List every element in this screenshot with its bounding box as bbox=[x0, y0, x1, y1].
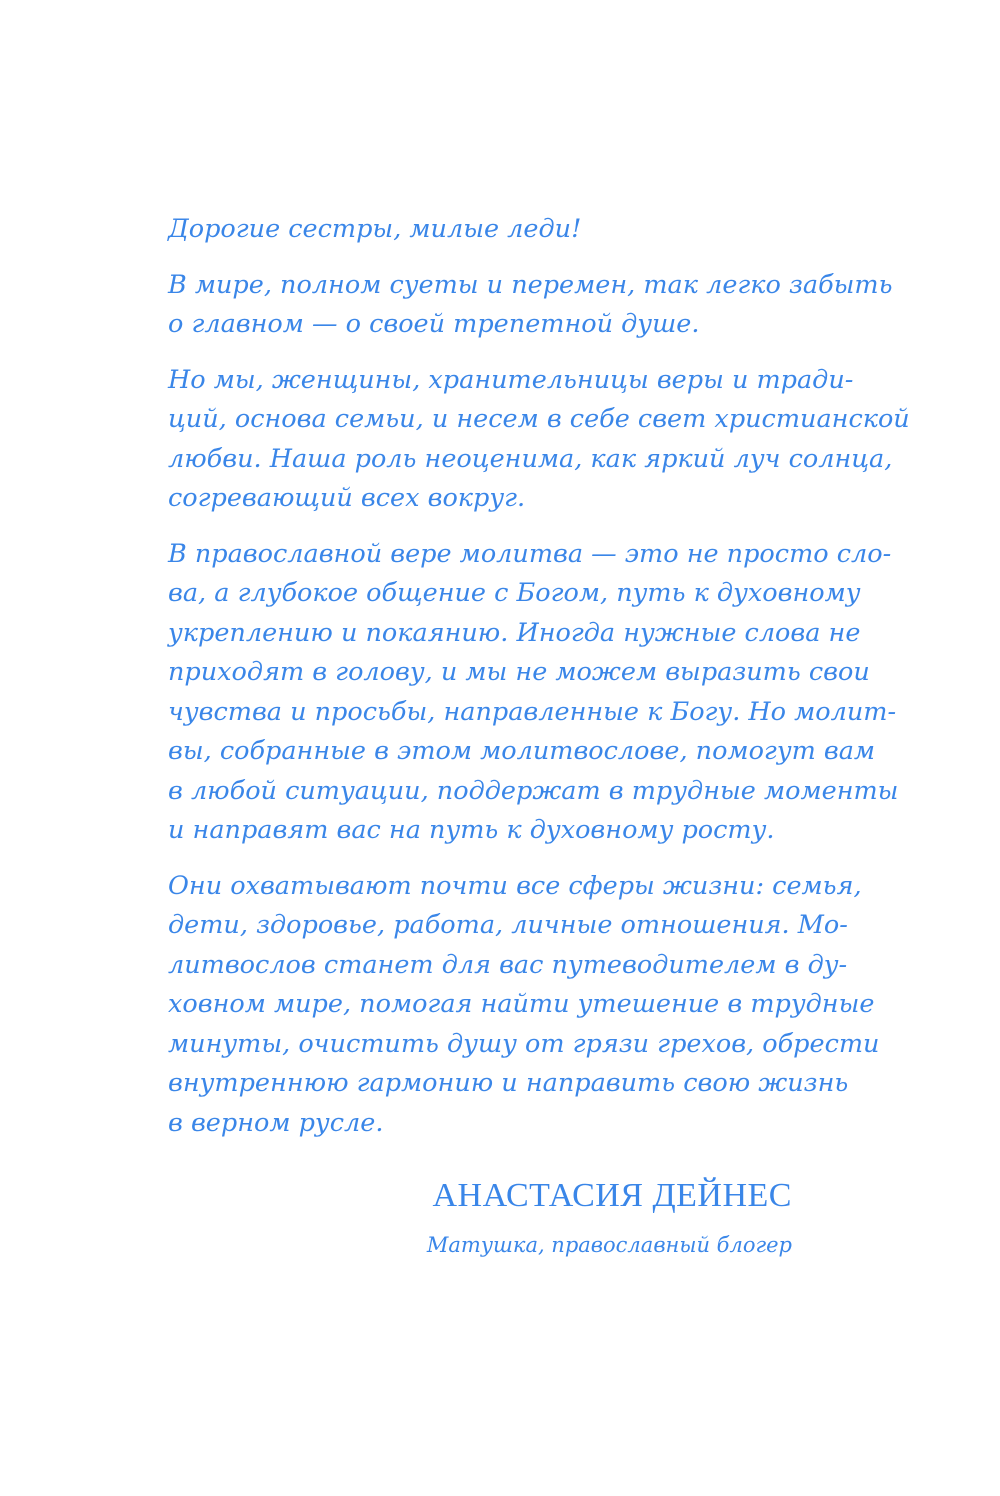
greeting bbox=[168, 210, 792, 250]
text-line: дети, здоровье, работа, личные отношения. Мо- bbox=[168, 910, 848, 940]
text-line: ций, основа семьи, и несем в себе свет христианской bbox=[168, 404, 910, 434]
author-name: АНАСТАСИЯ ДЕЙНЕС bbox=[432, 1177, 792, 1214]
text-line: и направят вас на путь к духовному росту. bbox=[168, 815, 775, 845]
paragraph-3 bbox=[168, 535, 899, 851]
text-line: литвослов станет для вас путеводителем в ду- bbox=[168, 949, 848, 980]
text-line: внутреннюю гармонию и направить свою жизнь bbox=[168, 1068, 849, 1098]
letter-body bbox=[168, 210, 910, 1159]
text-line: минуты, очистить душу от грязи грехов, обрести bbox=[168, 1028, 880, 1059]
text-line: о главном — о своей трепетной душе. bbox=[168, 309, 700, 339]
text-line: согревающий всех вокруг. bbox=[168, 483, 526, 513]
text-line: чувства и просьбы, направленные к Богу. Но молит- bbox=[168, 696, 897, 727]
text-line: приходят в голову, и мы не можем выразить свои bbox=[168, 657, 870, 687]
text-line: В мире, полном суеты и перемен, так легко забыть bbox=[168, 269, 893, 300]
paragraph-1 bbox=[168, 266, 893, 345]
text-line: укреплению и покаянию. Иногда нужные слова не bbox=[168, 617, 861, 648]
text-line: Дорогие сестры, милые леди! bbox=[168, 214, 582, 244]
text-line: В православной вере молитва — это не просто сло- bbox=[168, 538, 892, 569]
author-role: Матушка, православный блогер bbox=[426, 1233, 792, 1257]
text-line: ва, а глубокое общение с Богом, путь к духовному bbox=[168, 578, 861, 608]
text-line: любви. Наша роль неоценима, как яркий луч солнца, bbox=[168, 443, 893, 474]
signature-block bbox=[427, 1172, 792, 1262]
text-line: Они охватывают почти все сферы жизни: семья, bbox=[168, 870, 862, 901]
paragraph-4 bbox=[168, 867, 880, 1144]
text-line: в любой ситуации, поддержат в трудные моменты bbox=[168, 775, 899, 806]
text-line: ховном мире, помогая найти утешение в трудные bbox=[168, 989, 875, 1019]
paragraph-2 bbox=[168, 361, 910, 519]
text-line: Но мы, женщины, хранительницы веры и тради- bbox=[168, 364, 854, 395]
text-line: вы, собранные в этом молитвослове, помогут вам bbox=[168, 736, 876, 766]
text-line: в верном русле. bbox=[168, 1107, 384, 1138]
